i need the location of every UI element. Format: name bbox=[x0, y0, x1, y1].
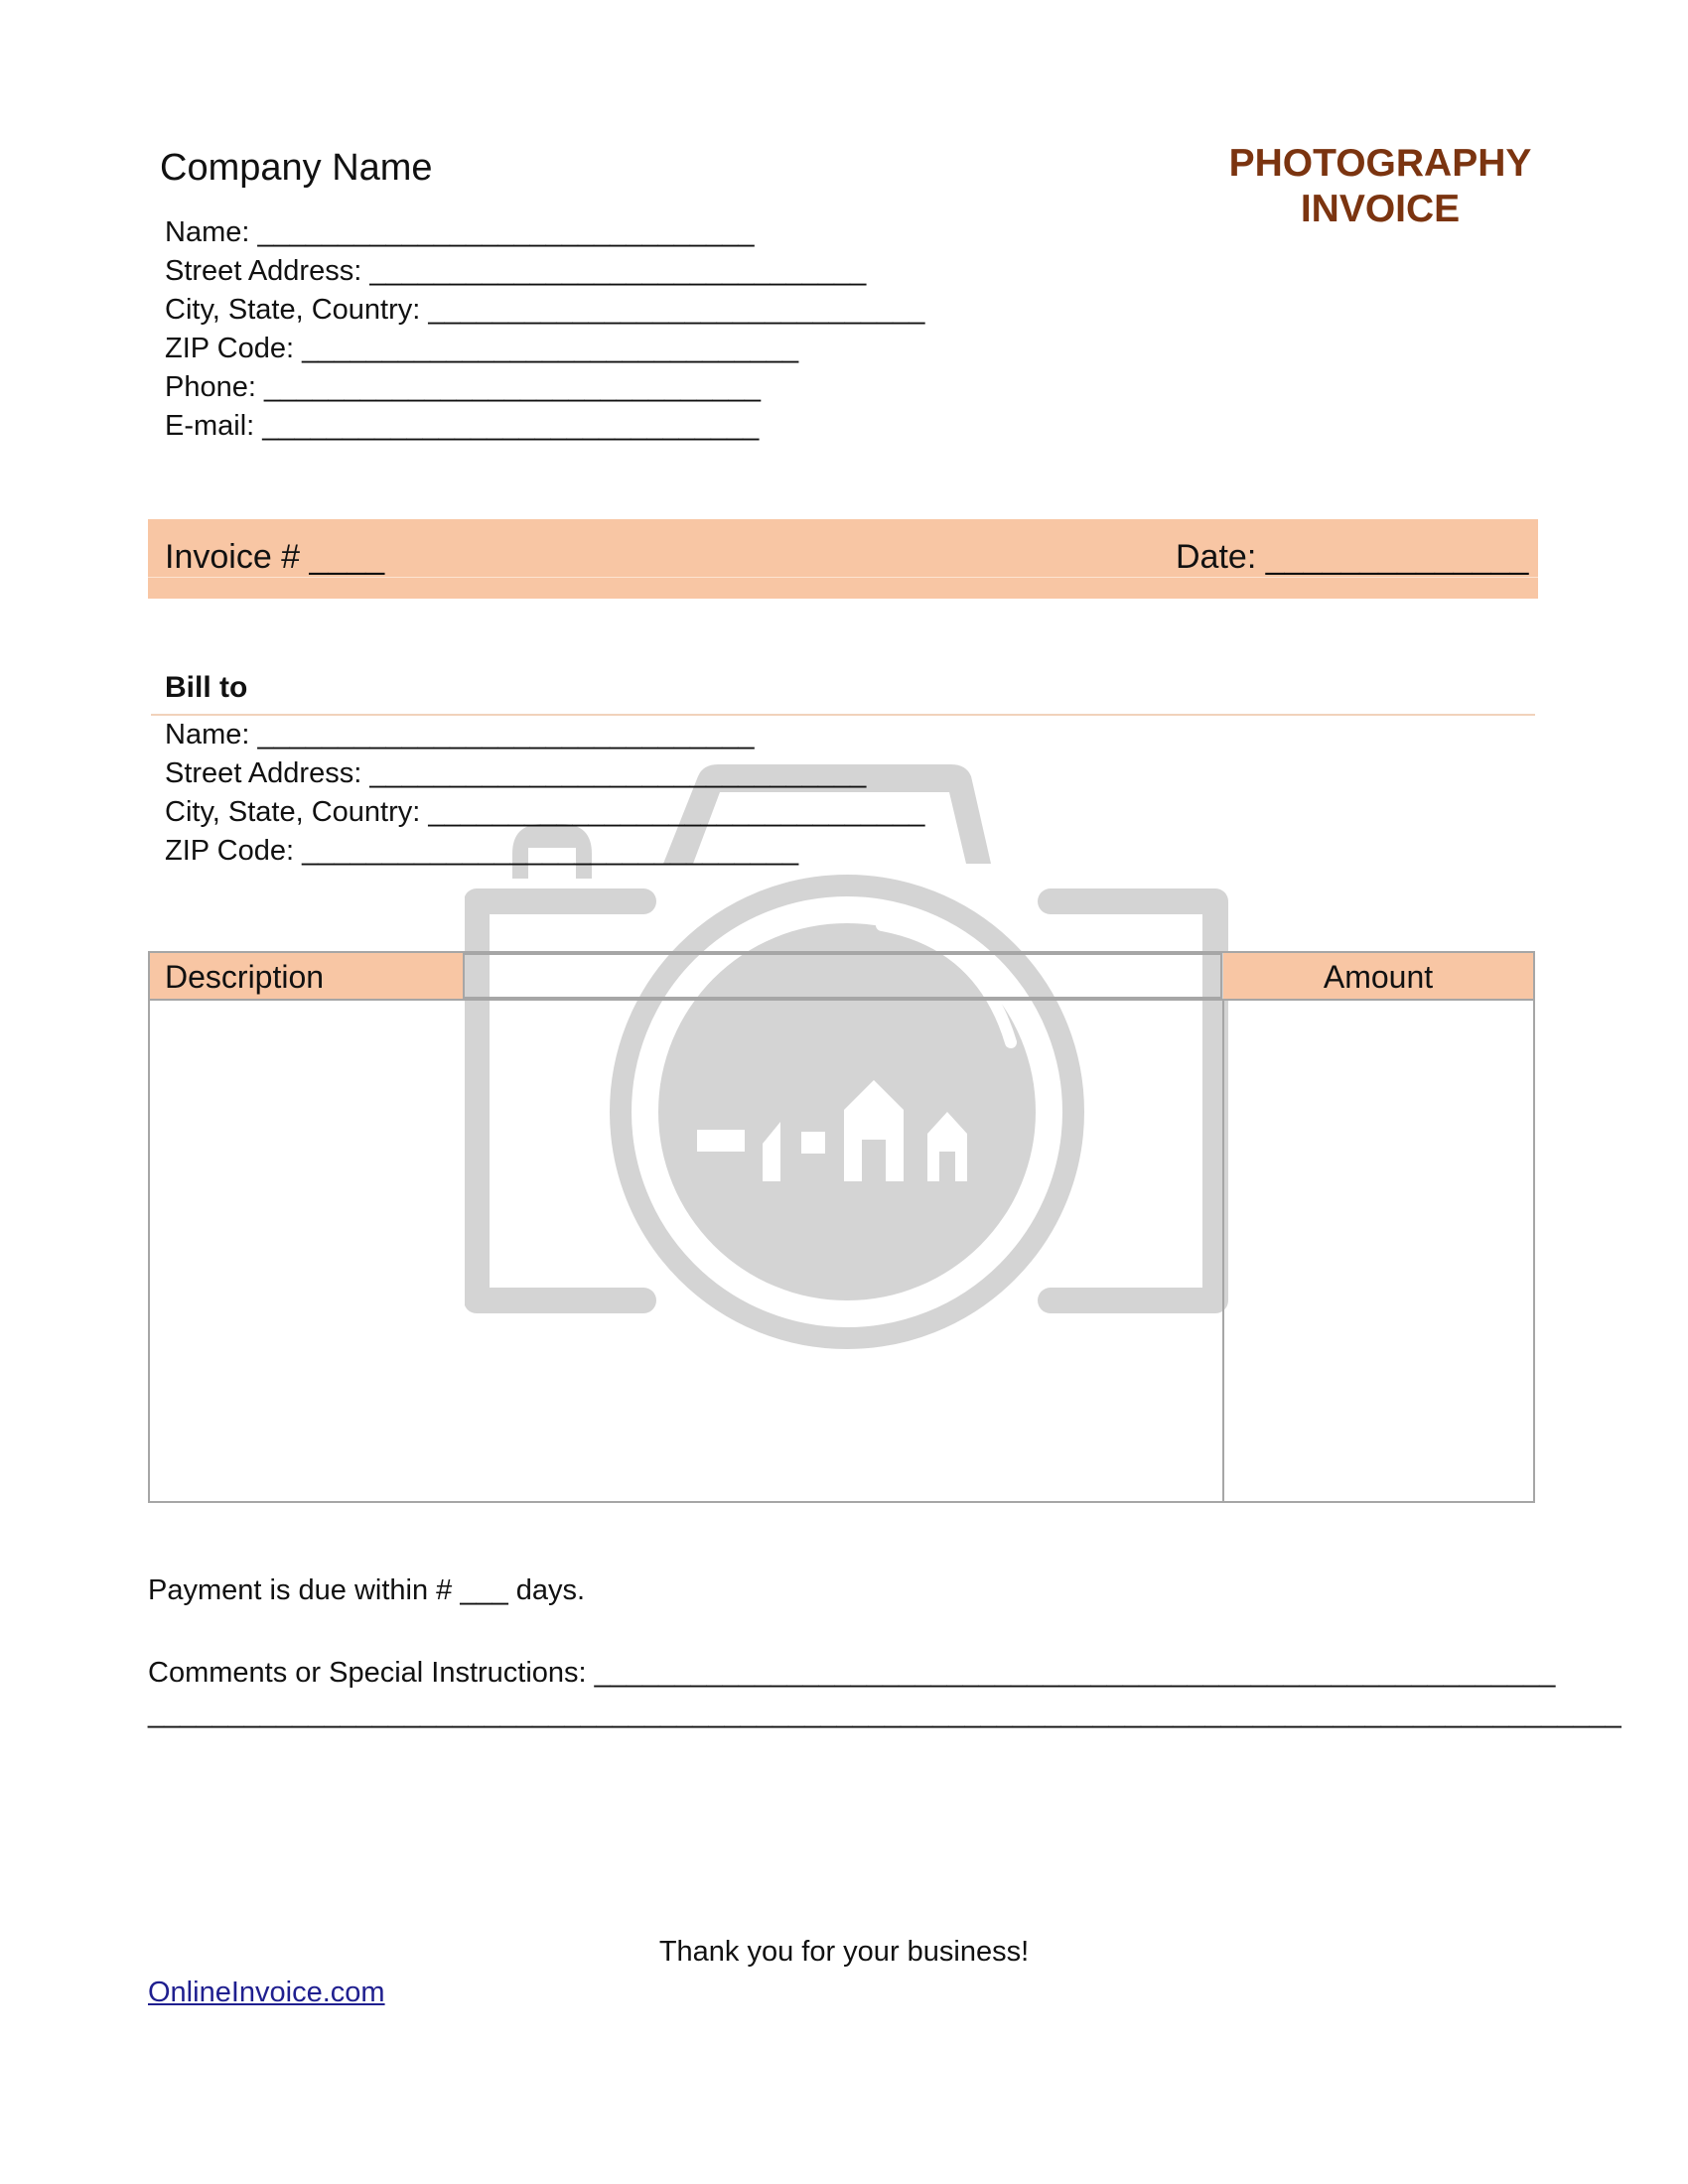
bill-city-field[interactable]: City, State, Country: _______________________________ bbox=[165, 796, 925, 828]
company-zip-field[interactable]: ZIP Code: _______________________________ bbox=[165, 333, 799, 364]
comments-field[interactable]: Comments or Special Instructions: ____________________________________________________________ bbox=[148, 1657, 1556, 1689]
description-header: Description bbox=[165, 959, 325, 995]
invoice-title bbox=[1172, 141, 1589, 232]
bill-name-field[interactable]: Name: _______________________________ bbox=[165, 719, 755, 751]
company-street-field[interactable]: Street Address: _______________________________ bbox=[165, 255, 867, 287]
amount-header: Amount bbox=[1323, 959, 1434, 995]
comments-field-line2[interactable]: ____________________________________________________________________________________________ bbox=[148, 1698, 1621, 1729]
items-table[interactable] bbox=[148, 951, 1535, 1503]
company-phone-field[interactable]: Phone: _______________________________ bbox=[165, 371, 761, 403]
company-city-field[interactable]: City, State, Country: _______________________________ bbox=[165, 294, 925, 326]
invoice-date-field[interactable]: Date: ______________ bbox=[1176, 538, 1529, 576]
company-name-field[interactable]: Name: _______________________________ bbox=[165, 216, 755, 248]
company-email-field[interactable]: E-mail: _______________________________ bbox=[165, 410, 760, 442]
bill-zip-field[interactable]: ZIP Code: _______________________________ bbox=[165, 835, 799, 867]
invoice-title-line2: INVOICE bbox=[1300, 188, 1461, 230]
bill-street-field[interactable]: Street Address: _______________________________ bbox=[165, 757, 867, 789]
invoice-title-line1: PHOTOGRAPHY bbox=[1228, 142, 1532, 185]
bill-to-divider bbox=[151, 714, 1535, 716]
bill-to-title: Bill to bbox=[165, 671, 248, 704]
invoice-number-field[interactable]: Invoice # ____ bbox=[165, 538, 385, 576]
payment-terms[interactable]: Payment is due within # ___ days. bbox=[148, 1574, 586, 1606]
invoice-band-divider bbox=[148, 577, 1538, 578]
company-name: Company Name bbox=[160, 147, 433, 189]
online-invoice-link[interactable]: OnlineInvoice.com bbox=[148, 1977, 385, 2008]
thank-you-message: Thank you for your business! bbox=[658, 1936, 1030, 1968]
